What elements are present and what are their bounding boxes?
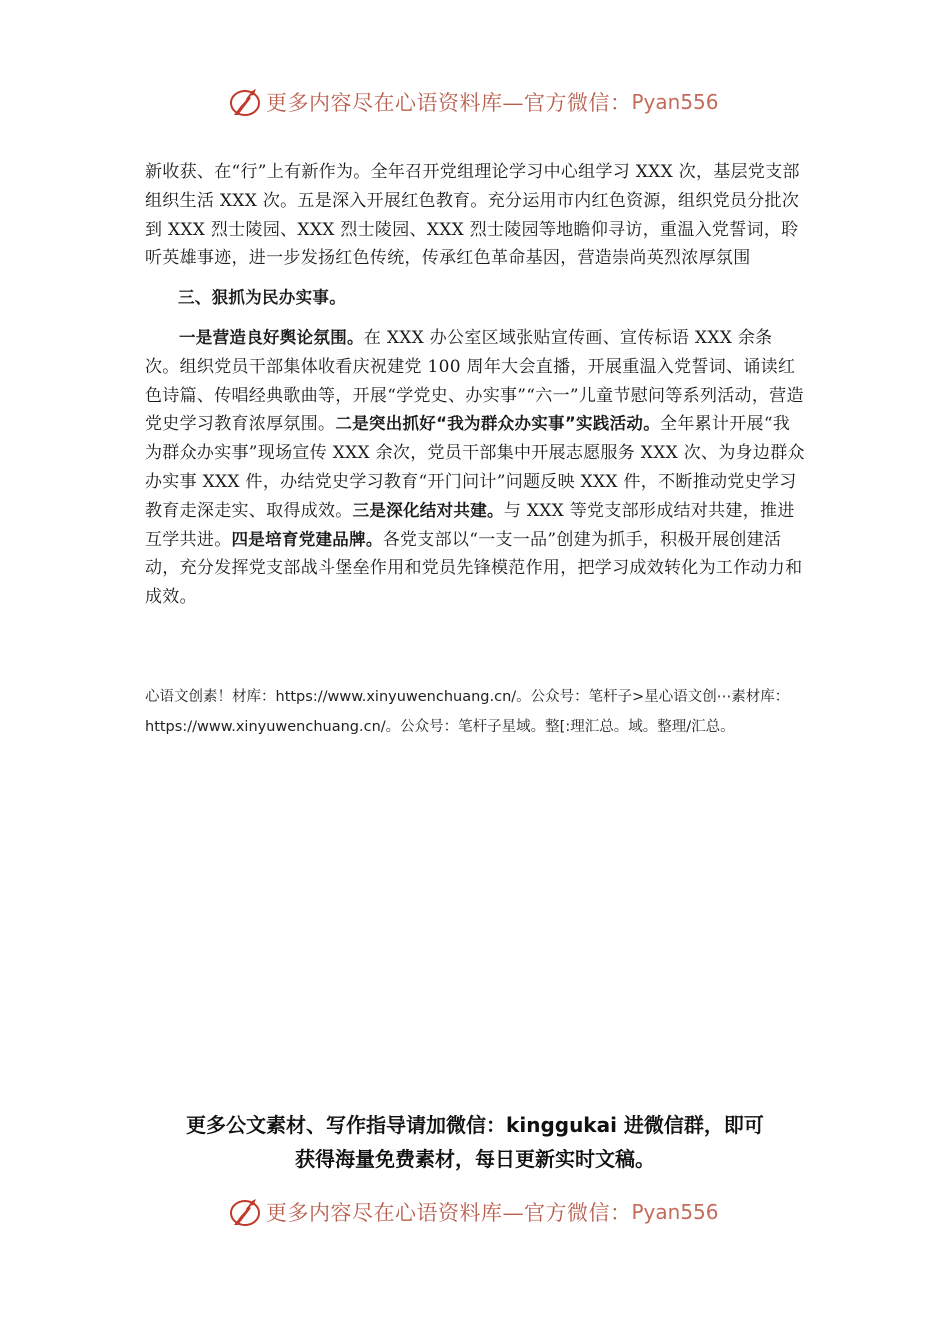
header-banner bbox=[0, 80, 950, 124]
document-body bbox=[145, 158, 807, 612]
point-1-title: 一是营造良好舆论氛围。 bbox=[179, 327, 364, 347]
source-note: 心语文创素！材库：https://www.xinyuwenchuang.cn/。公众号：笔杆子>星心语文创⋯素材库：https://www.xinyuwenchuang.cn/。公众号：笔杆子星域。整[:理汇总。域。整理/汇总。 bbox=[145, 689, 790, 735]
paragraph-practical-matters bbox=[145, 324, 807, 612]
banner-wechat-id: Pyan556 bbox=[631, 90, 719, 114]
footer-banner bbox=[0, 1190, 950, 1234]
point-4-title: 四是培育党建品牌。 bbox=[231, 529, 383, 549]
banner-text: 更多内容尽在心语资料库—官方微信： bbox=[266, 91, 632, 115]
point-3-text: 与 XXX 等党支部形成结对共建，推进互学共进。 bbox=[145, 500, 795, 550]
quill-logo-icon bbox=[228, 85, 262, 119]
paragraph-red-education: 新收获、在“行”上有新作为。全年召开党组理论学习中心组学习 XXX 次，基层党支部组织生活 XXX 次。五是深入开展红色教育。充分运用市内红色资源，组织党员分批次到 XXX 烈士陵园、XXX 烈士陵园、XXX 烈士陵园等地瞻仰寻访，重温入党誓词，聆听英雄事迹，进一步发扬红色传统，传承红色革命基因，营造崇尚英烈浓厚氛围 bbox=[145, 162, 800, 269]
banner-wechat-id: Pyan556 bbox=[631, 1200, 719, 1224]
point-2-text: 全年累计开展“我为群众办实事”现场宣传 XXX 余次，党员干部集中开展志愿服务 XXX 次、为身边群众办实事 XXX 件，办结党史学习教育“开门问计”问题反映 XXX 件，不断推动党史学习教育走深走实、取得成效。 bbox=[145, 414, 805, 521]
promo-block bbox=[0, 1108, 950, 1176]
point-3-title: 三是深化结对共建。 bbox=[352, 500, 504, 520]
point-2-title: 二是突出抓好“我为群众办实事”实践活动。 bbox=[335, 414, 661, 434]
promo-line-1: 更多公文素材、写作指导请加微信：kinggukai 进微信群，即可 bbox=[186, 1113, 764, 1137]
point-4-text: 各党支部以“一支一品”创建为抓手，积极开展创建活动，充分发挥党支部战斗堡垒作用和党员先锋模范作用，把学习成效转化为工作动力和成效。 bbox=[145, 529, 803, 608]
section-heading: 三、狠抓为民办实事。 bbox=[178, 288, 346, 308]
point-1-text: 在 XXX 办公室区域张贴宣传画、宣传标语 XXX 余条次。组织党员干部集体收看庆祝建党 100 周年大会直播，开展重温入党誓词、诵读红色诗篇、传唱经典歌曲等，开展“学党史、办实事”“六一”儿童节慰问等系列活动，营造党史学习教育浓厚氛围。 bbox=[145, 327, 804, 435]
promo-line-2: 获得海量免费素材，每日更新实时文稿。 bbox=[295, 1147, 655, 1171]
quill-logo-icon bbox=[228, 1195, 262, 1229]
banner-text: 更多内容尽在心语资料库—官方微信： bbox=[266, 1201, 632, 1225]
